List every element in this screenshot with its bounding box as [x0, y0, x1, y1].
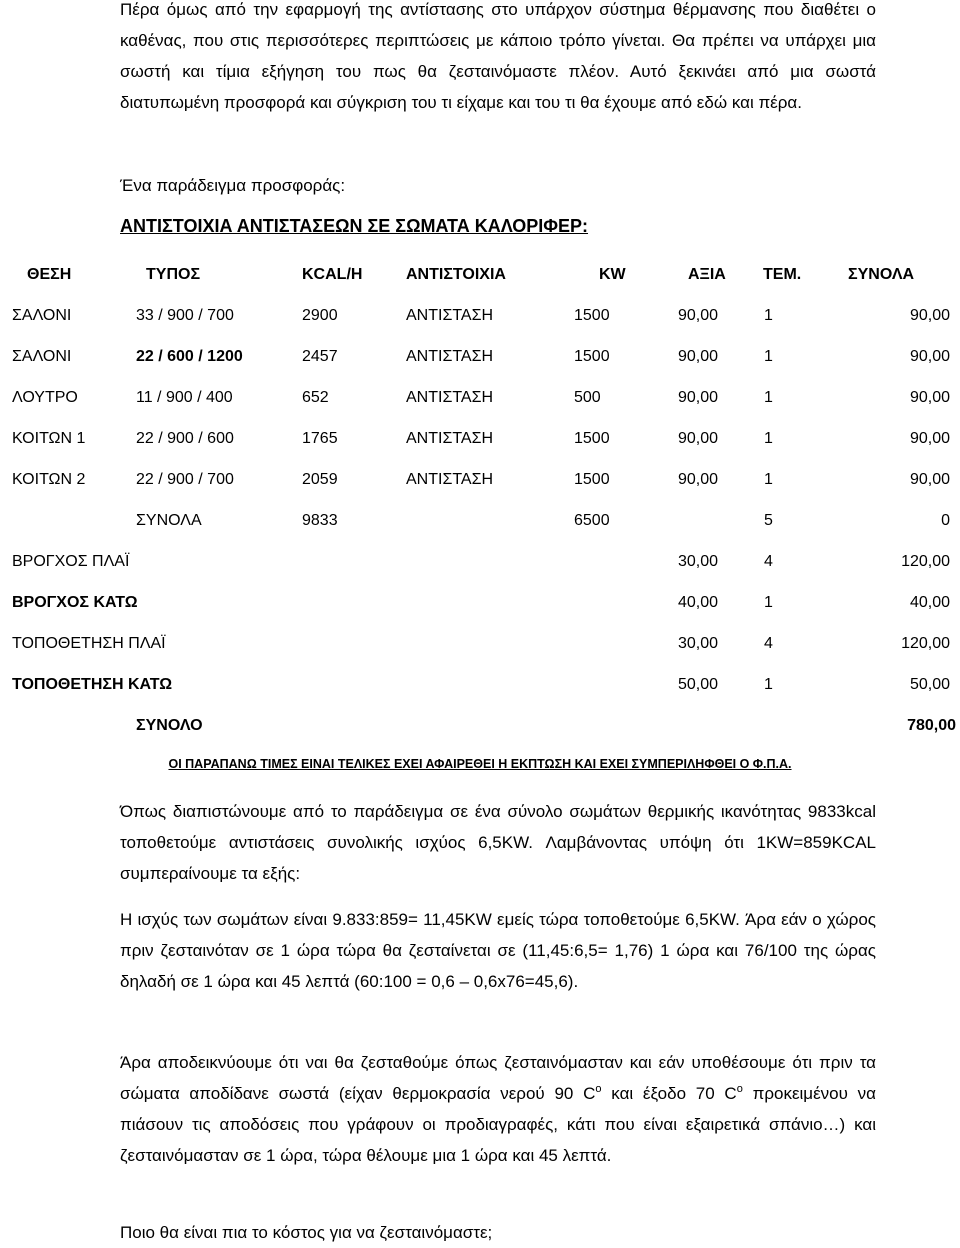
- conclusion-text-3: προκειμένου να πιάσουν τις αποδόσεις που γράφουν οι προδιαγραφές, κάτι που είναι εξαιρετικά σπάνιο…) και ζεσταινόμασταν σε 1 ώρα, τώρα θέλουμε μια 1 ώρα και 45 λεπτά.: [120, 1084, 876, 1165]
- cell-kw: 1500: [574, 348, 610, 365]
- cell-resistance: ΑΝΤΙΣΤΑΣΗ: [406, 471, 494, 488]
- header-kcal: KCAL/H: [302, 266, 363, 283]
- cell-place: ΛΟΥΤΡΟ: [12, 389, 78, 406]
- cell-value: 90,00: [678, 348, 719, 365]
- cell-qty: 1: [764, 471, 773, 488]
- table-row: [0, 338, 960, 379]
- cell-kw: 1500: [574, 430, 610, 447]
- extra-total: 40,00: [909, 594, 950, 611]
- cell-type: 11 / 900 / 400: [136, 389, 233, 406]
- extra-label: ΒΡΟΓΧΟΣ ΚΑΤΩ: [12, 594, 138, 611]
- sums-total: 0: [941, 512, 950, 529]
- explanation-paragraph: Όπως διαπιστώνουμε από το παράδειγμα σε ένα σύνολο σωμάτων θερμικής ικανότητας 9833kcal τοποθετούμε αντιστάσεις συνολικής ισχύος 6,5KW. Λαμβάνοντας υπόψη ότι 1KW=859KCAL συμπεραίνουμε τα εξής:: [120, 802, 876, 883]
- grand-total-value: 780,00: [907, 717, 956, 734]
- cell-kcal: 1765: [302, 430, 338, 447]
- header-place: ΘΕΣΗ: [27, 266, 72, 283]
- table-row: [0, 461, 960, 502]
- extra-value: 30,00: [678, 553, 719, 570]
- conclusion-text-1: Άρα αποδεικνύουμε ότι ναι θα ζεσταθούμε όπως ζεσταινόμασταν και εάν υποθέσουμε ότι πριν τα σώματα αποδίδανε σωστά (είχαν θερμοκρασία νερού 90 C: [120, 1053, 876, 1103]
- cell-total: 90,00: [909, 348, 950, 365]
- header-value: ΑΞΙΑ: [688, 266, 726, 283]
- sums-label: ΣΥΝΟΛΑ: [136, 512, 202, 529]
- grand-total-row: [0, 707, 960, 748]
- extra-value: 50,00: [678, 676, 719, 693]
- header-total: ΣΥΝΟΛΑ: [848, 266, 915, 283]
- cell-total: 90,00: [909, 430, 950, 447]
- cell-place: ΚΟΙΤΩΝ 1: [12, 430, 86, 447]
- cell-qty: 1: [764, 389, 773, 406]
- header-qty: ΤΕΜ.: [763, 266, 802, 283]
- extra-total: 120,00: [901, 635, 950, 652]
- extra-row: [0, 625, 960, 666]
- cell-type: 33 / 900 / 700: [136, 307, 234, 324]
- sums-row: [0, 502, 960, 543]
- table-row: [0, 379, 960, 420]
- offer-example-label: Ένα παράδειγμα προσφοράς:: [120, 176, 346, 195]
- header-kw: KW: [599, 266, 626, 283]
- cell-kcal: 2900: [302, 307, 338, 324]
- cell-type: 22 / 900 / 600: [136, 430, 234, 447]
- extra-value: 30,00: [678, 635, 719, 652]
- cell-total: 90,00: [909, 471, 950, 488]
- cell-qty: 1: [764, 430, 773, 447]
- extra-row: [0, 584, 960, 625]
- table-row: [0, 297, 960, 338]
- cell-qty: 1: [764, 348, 773, 365]
- conclusion-text-2: και έξοδο 70 C: [601, 1084, 737, 1103]
- extra-label: ΤΟΠΟΘΕΤΗΣΗ ΚΑΤΩ: [12, 676, 173, 693]
- cell-resistance: ΑΝΤΙΣΤΑΣΗ: [406, 430, 494, 447]
- extra-label: ΤΟΠΟΘΕΤΗΣΗ ΠΛΑΪ: [12, 635, 166, 652]
- cell-value: 90,00: [678, 430, 719, 447]
- cost-question: Ποιο θα είναι πια το κόστος για να ζεσταινόμαστε;: [120, 1223, 493, 1242]
- table-row: [0, 420, 960, 461]
- cell-kw: 500: [574, 389, 601, 406]
- cell-kcal: 652: [302, 389, 329, 406]
- cell-kcal: 2457: [302, 348, 338, 365]
- cell-resistance: ΑΝΤΙΣΤΑΣΗ: [406, 389, 494, 406]
- cell-total: 90,00: [909, 389, 950, 406]
- extra-qty: 4: [764, 635, 773, 652]
- cell-kw: 1500: [574, 471, 610, 488]
- table-header-row: [0, 256, 960, 297]
- extra-total: 120,00: [901, 553, 950, 570]
- cell-place: ΣΑΛΟΝΙ: [12, 307, 72, 324]
- cell-qty: 1: [764, 307, 773, 324]
- sums-kcal: 9833: [302, 512, 338, 529]
- grand-total-label: ΣΥΝΟΛΟ: [136, 717, 203, 734]
- intro-paragraph: Πέρα όμως από την εφαρμογή της αντίστασης στο υπάρχον σύστημα θέρμανσης που διαθέτει ο καθένας, που στις περισσότερες περιπτώσεις με κάποιο τρόπο γίνεται. Θα πρέπει να υπάρχει μια σωστή και τίμια εξήγηση του πως θα ζεσταινόμαστε πλέον. Αυτό ξεκινάει από μια σωστά διατυπωμένη προσφορά και σύγκριση του τι είχαμε και του τι θα έχουμε από εδώ και πέρα.: [120, 0, 876, 112]
- cell-value: 90,00: [678, 471, 719, 488]
- cell-place: ΚΟΙΤΩΝ 2: [12, 471, 86, 488]
- cell-value: 90,00: [678, 389, 719, 406]
- degree-superscript: ο: [595, 1083, 602, 1095]
- extra-value: 40,00: [678, 594, 719, 611]
- sums-qty: 5: [764, 512, 773, 529]
- extra-total: 50,00: [909, 676, 950, 693]
- table-title: ΑΝΤΙΣΤΟΙΧΙΑ ΑΝΤΙΣΤΑΣΕΩΝ ΣΕ ΣΩΜΑΤΑ ΚΑΛΟΡΙΦΕΡ:: [120, 216, 589, 236]
- prices-note: ΟΙ ΠΑΡΑΠΑΝΩ ΤΙΜΕΣ ΕΙΝΑΙ ΤΕΛΙΚΕΣ ΕΧΕΙ ΑΦΑΙΡΕΘΕΙ Η ΕΚΠΤΩΣΗ ΚΑΙ ΕΧΕΙ ΣΥΜΠΕΡΙΛΗΦΘΕΙ Ο Φ.Π.Α.: [168, 757, 792, 771]
- degree-superscript: ο: [736, 1083, 743, 1095]
- extra-qty: 1: [764, 594, 773, 611]
- header-type: ΤΥΠΟΣ: [146, 266, 201, 283]
- extra-label: ΒΡΟΓΧΟΣ ΠΛΑΪ: [12, 553, 130, 570]
- cell-total: 90,00: [909, 307, 950, 324]
- cell-resistance: ΑΝΤΙΣΤΑΣΗ: [406, 307, 494, 324]
- sums-kw: 6500: [574, 512, 610, 529]
- cell-resistance: ΑΝΤΙΣΤΑΣΗ: [406, 348, 494, 365]
- cell-type: 22 / 900 / 700: [136, 471, 234, 488]
- cell-place: ΣΑΛΟΝΙ: [12, 348, 72, 365]
- extra-row: [0, 543, 960, 584]
- extra-qty: 4: [764, 553, 773, 570]
- cell-kcal: 2059: [302, 471, 338, 488]
- extra-qty: 1: [764, 676, 773, 693]
- header-resistance: ΑΝΤΙΣΤΟΙΧΙΑ: [406, 266, 506, 283]
- extra-row: [0, 666, 960, 707]
- conclusion-paragraph: [120, 1047, 876, 1171]
- cell-type: 22 / 600 / 1200: [136, 348, 243, 365]
- cell-kw: 1500: [574, 307, 610, 324]
- power-paragraph: Η ισχύς των σωμάτων είναι 9.833:859= 11,45KW εμείς τώρα τοποθετούμε 6,5KW. Άρα εάν ο χώρος πριν ζεσταινόταν σε 1 ώρα τώρα θα ζεσταίνεται σε (11,45:6,5= 1,76) 1 ώρα και 76/100 της ώρας δηλαδή σε 1 ώρα και 45 λεπτά (60:100 = 0,6 – 0,6x76=45,6).: [120, 910, 876, 991]
- cell-value: 90,00: [678, 307, 719, 324]
